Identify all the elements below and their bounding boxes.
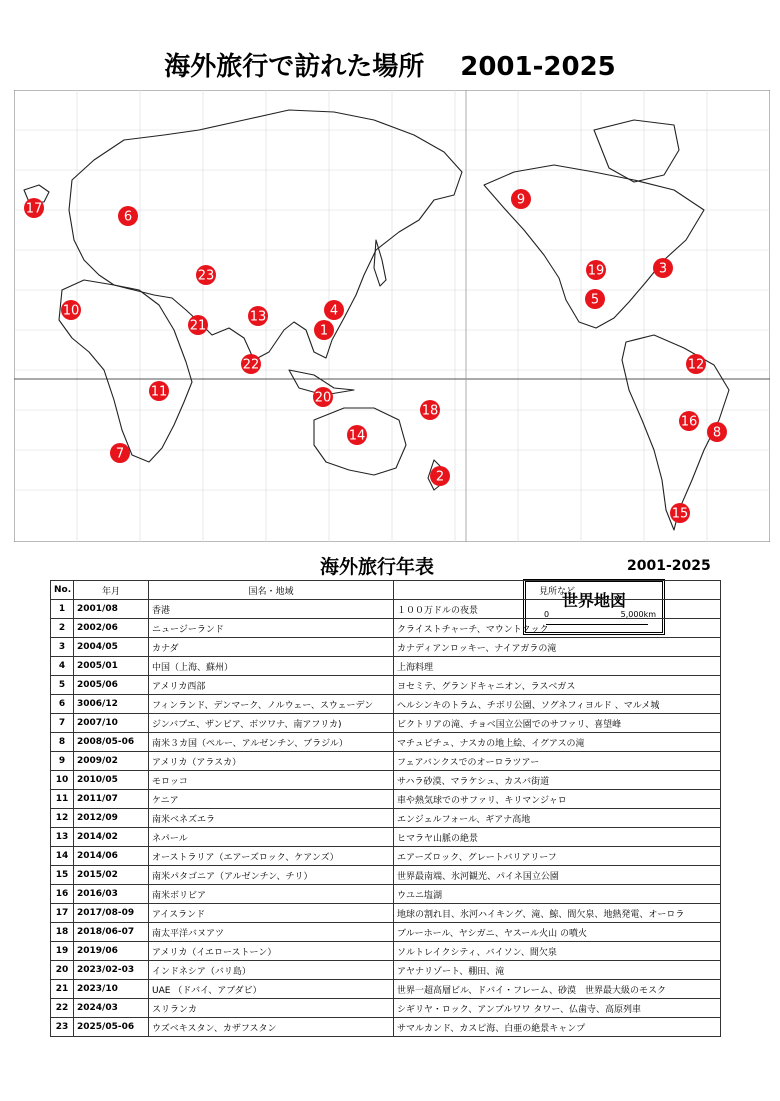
cell-ym: 2004/05 <box>74 638 149 657</box>
map-pin-label: 21 <box>189 318 207 334</box>
map-pin-label: 2 <box>435 469 445 485</box>
cell-place: アメリカ西部 <box>149 676 394 695</box>
table-row <box>51 695 721 714</box>
table-row <box>51 600 721 619</box>
cell-no: 14 <box>51 847 74 866</box>
cell-place: 南米パタゴニア（アルゼンチン、チリ） <box>149 866 394 885</box>
map-pin-label: 9 <box>516 192 526 208</box>
scale-max: 5,000km <box>620 610 656 619</box>
map-pin-11 <box>149 381 169 401</box>
cell-place: フィンランド、デンマーク、ノルウェー、スウェーデン <box>149 695 394 714</box>
map-pin-label: 3 <box>658 261 668 277</box>
cell-no: 2 <box>51 619 74 638</box>
map-pin-17 <box>24 198 44 218</box>
table-row <box>51 828 721 847</box>
map-pin-21 <box>188 315 208 335</box>
cell-ym: 2001/08 <box>74 600 149 619</box>
map-pin-label: 17 <box>25 201 43 217</box>
map-pin-label: 13 <box>249 309 267 325</box>
cell-no: 11 <box>51 790 74 809</box>
cell-sights: 車や熱気球でのサファリ、キリマンジャロ <box>394 790 721 809</box>
header-sights: 見所など <box>394 581 721 600</box>
cell-ym: 2023/02-03 <box>74 961 149 980</box>
cell-no: 15 <box>51 866 74 885</box>
map-pin-label: 10 <box>62 303 80 319</box>
map-pin-label: 8 <box>712 425 722 441</box>
table-row <box>51 676 721 695</box>
cell-place: ケニア <box>149 790 394 809</box>
world-map-svg <box>14 90 770 542</box>
cell-place: 南米ベネズエラ <box>149 809 394 828</box>
cell-place: 南米ボリビア <box>149 885 394 904</box>
cell-ym: 2024/03 <box>74 999 149 1018</box>
table-row <box>51 847 721 866</box>
header-place: 国名・地域 <box>149 581 394 600</box>
map-pin-1 <box>314 320 334 340</box>
cell-no: 7 <box>51 714 74 733</box>
map-pin-5 <box>585 289 605 309</box>
cell-place: 南太平洋バヌアツ <box>149 923 394 942</box>
map-pin-label: 7 <box>115 446 125 462</box>
map-pin-label: 20 <box>314 390 332 406</box>
cell-sights: 上海料理 <box>394 657 721 676</box>
cell-place: ジンバブエ、ザンビア、ボツワナ、南アフリカ) <box>149 714 394 733</box>
map-pin-23 <box>196 265 216 285</box>
cell-sights: クライストチャーチ、マウントクック <box>394 619 721 638</box>
cell-no: 12 <box>51 809 74 828</box>
cell-no: 22 <box>51 999 74 1018</box>
cell-sights: サマルカンド、カスピ海、白亜の絶景キャンプ <box>394 1018 721 1037</box>
cell-place: ネパール <box>149 828 394 847</box>
cell-no: 1 <box>51 600 74 619</box>
table-header-row <box>51 581 721 600</box>
cell-sights: １００万ドルの夜景 <box>394 600 721 619</box>
cell-sights: ウユニ塩湖 <box>394 885 721 904</box>
table-row <box>51 1018 721 1037</box>
cell-ym: 2002/06 <box>74 619 149 638</box>
cell-sights: フェアバンクスでのオーロラツアー <box>394 752 721 771</box>
cell-no: 6 <box>51 695 74 714</box>
cell-place: UAE （ドバイ、アブダビ） <box>149 980 394 999</box>
table-row <box>51 866 721 885</box>
cell-no: 18 <box>51 923 74 942</box>
map-pin-14 <box>347 425 367 445</box>
table-row <box>51 771 721 790</box>
map-pin-label: 15 <box>671 506 689 522</box>
table-row <box>51 790 721 809</box>
cell-place: 中国（上海、蘇州） <box>149 657 394 676</box>
table-row <box>51 714 721 733</box>
scale-zero: 0 <box>544 610 550 619</box>
map-pin-3 <box>653 258 673 278</box>
cell-ym: 2011/07 <box>74 790 149 809</box>
cell-sights: ビクトリアの滝、チョベ国立公園でのサファリ、喜望峰 <box>394 714 721 733</box>
cell-no: 23 <box>51 1018 74 1037</box>
cell-sights: 世界最南端、氷河観光、パイネ国立公園 <box>394 866 721 885</box>
map-pin-19 <box>586 260 606 280</box>
map-pin-20 <box>313 387 333 407</box>
table-row <box>51 904 721 923</box>
cell-ym: 2012/09 <box>74 809 149 828</box>
table-row <box>51 657 721 676</box>
table-row <box>51 961 721 980</box>
map-pin-label: 1 <box>319 323 329 339</box>
cell-no: 10 <box>51 771 74 790</box>
header-no: No. <box>51 581 74 600</box>
cell-no: 19 <box>51 942 74 961</box>
table-row <box>51 980 721 999</box>
cell-sights: 世界一超高層ビル、ドバイ・フレーム、砂漠 世界最大級のモスク <box>394 980 721 999</box>
cell-no: 5 <box>51 676 74 695</box>
cell-no: 3 <box>51 638 74 657</box>
map-pin-2 <box>430 466 450 486</box>
table-row <box>51 733 721 752</box>
map-pin-label: 4 <box>329 303 339 319</box>
map-pin-15 <box>670 503 690 523</box>
map-pin-13 <box>248 306 268 326</box>
cell-place: アイスランド <box>149 904 394 923</box>
cell-ym: 2014/02 <box>74 828 149 847</box>
cell-no: 13 <box>51 828 74 847</box>
cell-sights: エアーズロック、グレートバリアリーフ <box>394 847 721 866</box>
cell-no: 4 <box>51 657 74 676</box>
table-row <box>51 619 721 638</box>
map-label-title: 世界地図 <box>561 591 626 610</box>
table-row <box>51 923 721 942</box>
cell-no: 21 <box>51 980 74 999</box>
cell-sights: ブルーホール、ヤシガニ、ヤスール火山 の噴火 <box>394 923 721 942</box>
cell-sights: 地球の割れ目、氷河ハイキング、滝、鯨、間欠泉、地熱発電、オーロラ <box>394 904 721 923</box>
cell-ym: 2014/06 <box>74 847 149 866</box>
trip-table <box>50 580 721 1037</box>
cell-ym: 2018/06-07 <box>74 923 149 942</box>
map-pin-10 <box>61 300 81 320</box>
header-yearmonth: 年月 <box>74 581 149 600</box>
map-pin-7 <box>110 443 130 463</box>
cell-place: カナダ <box>149 638 394 657</box>
map-pin-8 <box>707 422 727 442</box>
cell-no: 16 <box>51 885 74 904</box>
cell-no: 9 <box>51 752 74 771</box>
map-pin-label: 16 <box>680 414 698 430</box>
map-pin-label: 23 <box>197 268 215 284</box>
cell-place: スリランカ <box>149 999 394 1018</box>
table-body <box>51 600 721 1037</box>
table-row <box>51 999 721 1018</box>
cell-ym: 2016/03 <box>74 885 149 904</box>
cell-place: インドネシア（バリ島） <box>149 961 394 980</box>
table-title-years: 2001-2025 <box>627 558 711 574</box>
map-pin-22 <box>241 354 261 374</box>
cell-ym: 2019/06 <box>74 942 149 961</box>
cell-sights: ヒマラヤ山脈の絶景 <box>394 828 721 847</box>
cell-place: アメリカ（アラスカ） <box>149 752 394 771</box>
table-row <box>51 942 721 961</box>
cell-place: 南米３カ国（ペルー、アルゼンチン、ブラジル） <box>149 733 394 752</box>
cell-ym: 2009/02 <box>74 752 149 771</box>
map-pin-label: 14 <box>348 428 366 444</box>
cell-place: ニュージーランド <box>149 619 394 638</box>
map-pin-18 <box>420 400 440 420</box>
table-title: 海外旅行年表 <box>320 556 435 578</box>
map-pin-16 <box>679 411 699 431</box>
map-pin-4 <box>324 300 344 320</box>
cell-ym: 2017/08-09 <box>74 904 149 923</box>
cell-ym: 2025/05-06 <box>74 1018 149 1037</box>
title-years: 2001-2025 <box>460 52 616 82</box>
table-row <box>51 638 721 657</box>
cell-place: オーストラリア（エアーズロック、ケアンズ） <box>149 847 394 866</box>
cell-sights: エンジェルフォール、ギアナ高地 <box>394 809 721 828</box>
cell-place: アメリカ（イエローストーン） <box>149 942 394 961</box>
title-main: 海外旅行で訪れた場所 <box>164 52 425 82</box>
map-pin-label: 18 <box>421 403 439 419</box>
map-pin-label: 19 <box>587 263 605 279</box>
cell-ym: 2005/01 <box>74 657 149 676</box>
cell-ym: 2015/02 <box>74 866 149 885</box>
cell-no: 8 <box>51 733 74 752</box>
cell-no: 20 <box>51 961 74 980</box>
table-row <box>51 809 721 828</box>
map-pin-9 <box>511 189 531 209</box>
cell-place: 香港 <box>149 600 394 619</box>
cell-ym: 2010/05 <box>74 771 149 790</box>
map-pin-label: 6 <box>123 209 133 225</box>
cell-place: モロッコ <box>149 771 394 790</box>
map-pin-6 <box>118 206 138 226</box>
cell-sights: シギリヤ・ロック、アンブルワワ タワー、仏歯寺、高原列車 <box>394 999 721 1018</box>
cell-sights: ヨセミテ、グランドキャニオン、ラスベガス <box>394 676 721 695</box>
map-pin-label: 12 <box>687 357 705 373</box>
cell-ym: 3006/12 <box>74 695 149 714</box>
cell-sights: アヤナリゾート、棚田、滝 <box>394 961 721 980</box>
cell-no: 17 <box>51 904 74 923</box>
table-row <box>51 885 721 904</box>
map-pin-12 <box>686 354 706 374</box>
table-row <box>51 752 721 771</box>
cell-sights: サハラ砂漠、マラケシュ、カスバ街道 <box>394 771 721 790</box>
cell-sights: ソルトレイクシティ、バイソン、間欠泉 <box>394 942 721 961</box>
cell-ym: 2005/06 <box>74 676 149 695</box>
map-pin-label: 22 <box>242 357 260 373</box>
map-pin-label: 11 <box>150 384 168 400</box>
cell-sights: マチュピチュ、ナスカの地上絵、イグアスの滝 <box>394 733 721 752</box>
map-pin-label: 5 <box>590 292 600 308</box>
cell-sights: カナディアンロッキー、ナイアガラの滝 <box>394 638 721 657</box>
cell-ym: 2007/10 <box>74 714 149 733</box>
cell-ym: 2023/10 <box>74 980 149 999</box>
cell-ym: 2008/05-06 <box>74 733 149 752</box>
cell-place: ウズベキスタン、カザフスタン <box>149 1018 394 1037</box>
page-title <box>0 46 780 86</box>
cell-sights: ヘルシンキのトラム、チボリ公園、ソグネフィヨルド 、マルメ城 <box>394 695 721 714</box>
